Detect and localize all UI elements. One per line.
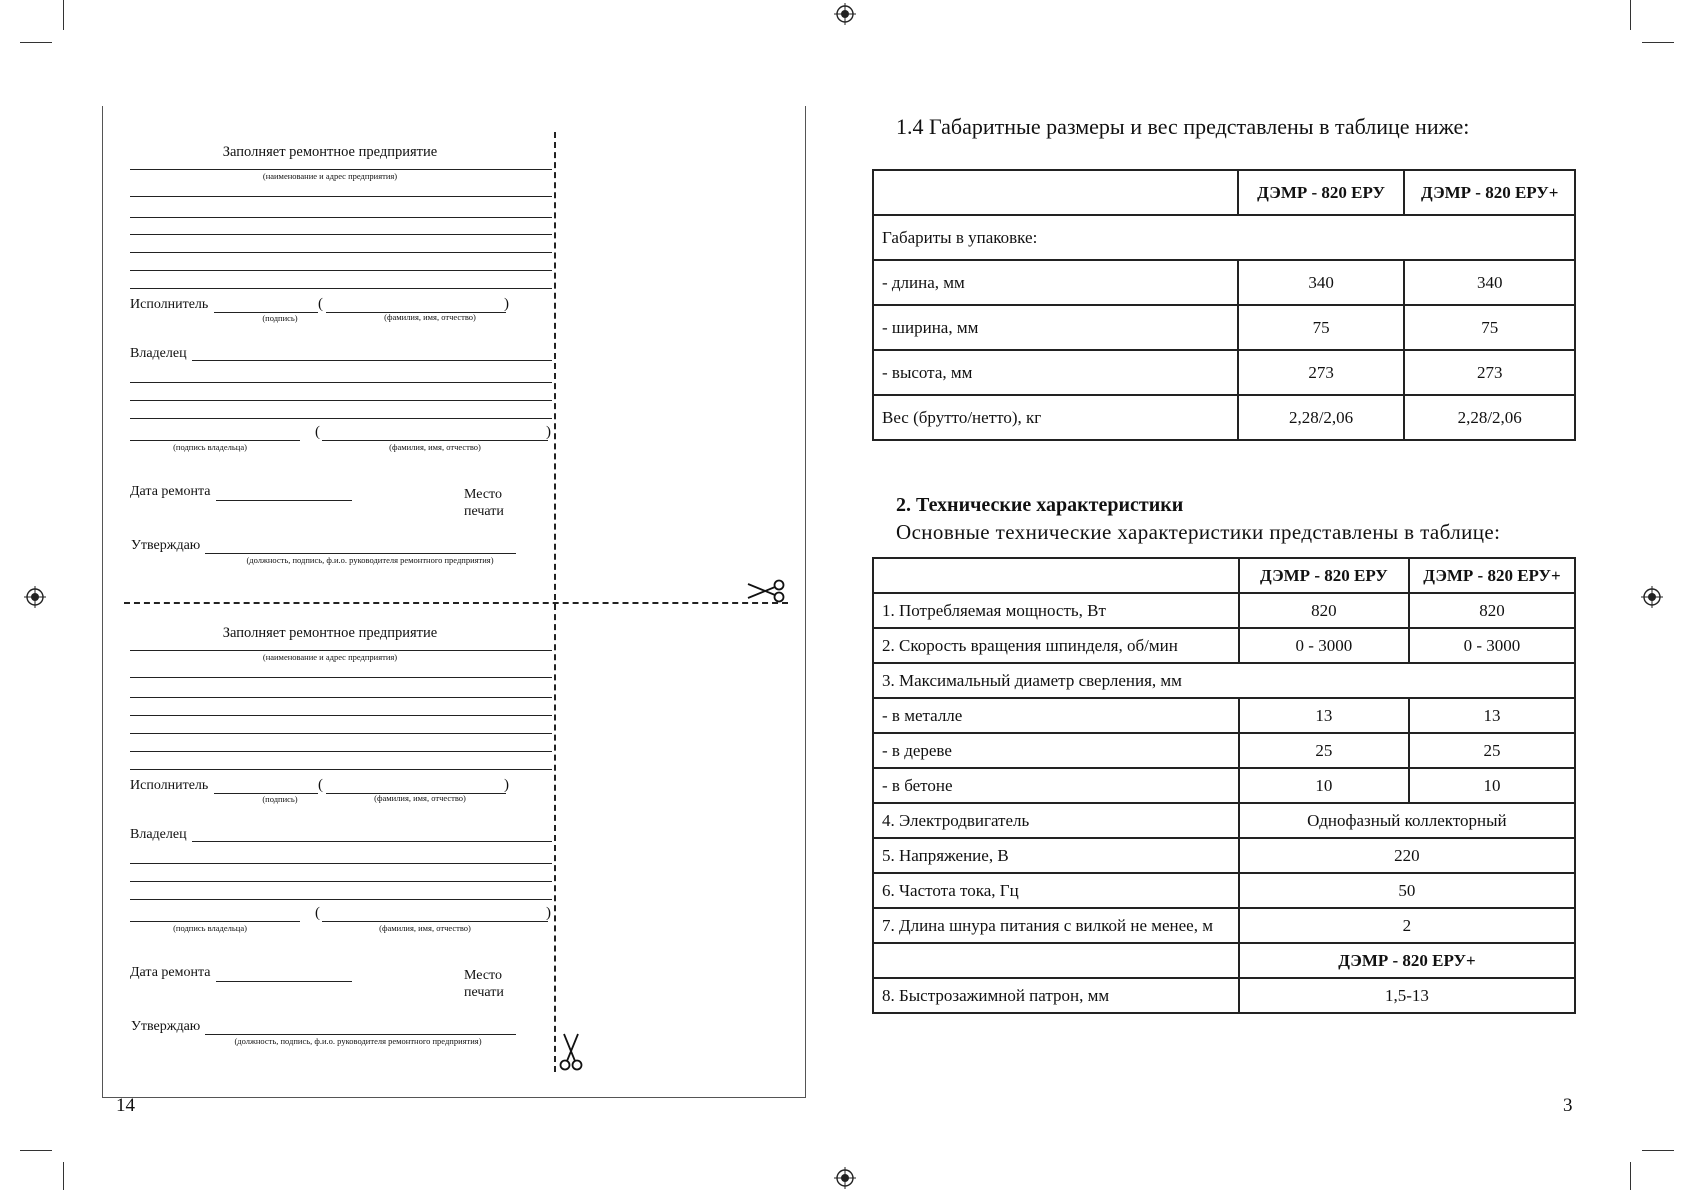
row-label: 2. Скорость вращения шпинделя, об/мин xyxy=(873,628,1239,663)
cell-value: 0 - 3000 xyxy=(1239,628,1409,663)
header-cell-model: ДЭМР - 820 ЕРУ xyxy=(1239,558,1409,593)
cell-value: 0 - 3000 xyxy=(1409,628,1575,663)
approve-caption: (должность, подпись, ф.и.о. руководителя ремонтного предприятия) xyxy=(246,555,494,565)
scissors-icon xyxy=(746,578,786,604)
crop-mark xyxy=(20,1150,52,1151)
owner-line[interactable] xyxy=(130,899,552,900)
org-line[interactable] xyxy=(130,715,552,716)
owner-signature-caption: (подпись владельца) xyxy=(173,923,247,933)
cell-value: 50 xyxy=(1239,873,1575,908)
org-caption: (наименование и адрес предприятия) xyxy=(262,652,398,662)
owner-line[interactable] xyxy=(192,841,552,842)
owner-line[interactable] xyxy=(130,382,552,383)
approve-caption: (должность, подпись, ф.и.о. руководителя ремонтного предприятия) xyxy=(234,1036,482,1046)
page-number-left: 14 xyxy=(116,1095,135,1116)
table-row xyxy=(873,698,1575,733)
page-border xyxy=(805,106,806,1098)
repair-date-line[interactable] xyxy=(216,981,352,982)
row-label: - в бетоне xyxy=(873,768,1239,803)
row-label: - длина, мм xyxy=(873,260,1238,305)
table-header-row xyxy=(873,558,1575,593)
org-line[interactable] xyxy=(130,677,552,678)
approve-label: Утверждаю xyxy=(131,1019,201,1034)
cell-value: 340 xyxy=(1404,260,1575,305)
close-paren: ) xyxy=(546,905,551,921)
table-row xyxy=(873,305,1575,350)
tech-subtitle: Основные технические характеристики представлены в таблице: xyxy=(896,520,1501,544)
approve-line[interactable] xyxy=(205,1034,516,1035)
close-paren: ) xyxy=(504,296,509,312)
owner-name-line[interactable] xyxy=(322,440,548,441)
crop-mark xyxy=(1642,1150,1674,1151)
owner-line[interactable] xyxy=(130,881,552,882)
row-label-empty xyxy=(873,943,1239,978)
table-row xyxy=(873,663,1575,698)
stamp-place-label: Место xyxy=(464,487,502,502)
org-line[interactable] xyxy=(130,769,552,770)
crop-mark xyxy=(1642,42,1674,43)
owner-line[interactable] xyxy=(130,863,552,864)
row-label: 3. Максимальный диаметр сверления, мм xyxy=(873,663,1575,698)
stamp-place-label: печати xyxy=(464,504,504,519)
stamp-place-label: печати xyxy=(464,985,504,1000)
owner-label: Владелец xyxy=(130,827,187,842)
form-header: Заполняет ремонтное предприятие xyxy=(222,625,438,641)
cell-value: 10 xyxy=(1409,768,1575,803)
header-cell-empty xyxy=(873,558,1239,593)
cell-value: 340 xyxy=(1238,260,1405,305)
cell-value: 820 xyxy=(1239,593,1409,628)
cell-value: 75 xyxy=(1238,305,1405,350)
registration-mark-icon xyxy=(1641,586,1663,608)
dimensions-table xyxy=(872,169,1576,441)
repair-date-line[interactable] xyxy=(216,500,352,501)
table-row xyxy=(873,803,1575,838)
open-paren: ( xyxy=(318,777,323,793)
page-border xyxy=(102,106,103,1098)
section-label: Габариты в упаковке: xyxy=(873,215,1575,260)
org-line[interactable] xyxy=(130,169,552,170)
org-line[interactable] xyxy=(130,733,552,734)
row-label: - высота, мм xyxy=(873,350,1238,395)
tech-heading: 2. Технические характеристики xyxy=(896,494,1184,516)
org-line[interactable] xyxy=(130,196,552,197)
owner-line[interactable] xyxy=(130,418,552,419)
owner-line[interactable] xyxy=(192,360,552,361)
table-row xyxy=(873,873,1575,908)
org-line[interactable] xyxy=(130,288,552,289)
org-line[interactable] xyxy=(130,751,552,752)
owner-signature-caption: (подпись владельца) xyxy=(173,442,247,452)
table-row xyxy=(873,260,1575,305)
row-label: 4. Электродвигатель xyxy=(873,803,1239,838)
org-line[interactable] xyxy=(130,697,552,698)
open-paren: ( xyxy=(318,296,323,312)
close-paren: ) xyxy=(504,777,509,793)
cell-value: 75 xyxy=(1404,305,1575,350)
plus-model-header: ДЭМР - 820 ЕРУ+ xyxy=(1239,943,1575,978)
row-label: Вес (брутто/нетто), кг xyxy=(873,395,1238,440)
org-line[interactable] xyxy=(130,252,552,253)
org-line[interactable] xyxy=(130,650,552,651)
repair-date-label: Дата ремонта xyxy=(130,484,211,499)
close-paren: ) xyxy=(546,424,551,440)
stamp-place-label: Место xyxy=(464,968,502,983)
table-row xyxy=(873,350,1575,395)
crop-mark xyxy=(20,42,52,43)
cell-value: 10 xyxy=(1239,768,1409,803)
owner-name-caption: (фамилия, имя, отчество) xyxy=(389,442,481,452)
scissors-icon xyxy=(558,1032,584,1072)
cell-value: 13 xyxy=(1409,698,1575,733)
crop-mark xyxy=(1630,1162,1631,1190)
signature-caption: (подпись) xyxy=(262,794,298,804)
table-row xyxy=(873,768,1575,803)
org-line[interactable] xyxy=(130,270,552,271)
page-number-right: 3 xyxy=(1563,1095,1573,1116)
name-caption: (фамилия, имя, отчество) xyxy=(374,793,466,803)
owner-signature-line[interactable] xyxy=(130,921,300,922)
crop-mark xyxy=(63,0,64,30)
owner-name-caption: (фамилия, имя, отчество) xyxy=(379,923,471,933)
header-cell-model: ДЭМР - 820 ЕРУ xyxy=(1238,170,1405,215)
row-label: - в дереве xyxy=(873,733,1239,768)
header-cell-empty xyxy=(873,170,1238,215)
cell-value: Однофазный коллекторный xyxy=(1239,803,1575,838)
row-label: 7. Длина шнура питания с вилкой не менее, м xyxy=(873,908,1239,943)
org-line[interactable] xyxy=(130,234,552,235)
owner-name-line[interactable] xyxy=(322,921,548,922)
page-border xyxy=(102,1097,806,1098)
table-row xyxy=(873,215,1575,260)
executor-label: Исполнитель xyxy=(130,778,209,793)
dimensions-title: 1.4 Габаритные размеры и вес представлены в таблице ниже: xyxy=(896,114,1470,139)
owner-label: Владелец xyxy=(130,346,187,361)
owner-line[interactable] xyxy=(130,400,552,401)
approve-label: Утверждаю xyxy=(131,538,201,553)
signature-caption: (подпись) xyxy=(262,313,298,323)
form-header: Заполняет ремонтное предприятие xyxy=(222,144,438,160)
cell-value: 2,28/2,06 xyxy=(1404,395,1575,440)
name-caption: (фамилия, имя, отчество) xyxy=(384,312,476,322)
registration-mark-icon xyxy=(24,586,46,608)
org-caption: (наименование и адрес предприятия) xyxy=(262,171,398,181)
row-label: 8. Быстрозажимной патрон, мм xyxy=(873,978,1239,1013)
header-cell-model-plus: ДЭМР - 820 ЕРУ+ xyxy=(1409,558,1575,593)
row-label: - ширина, мм xyxy=(873,305,1238,350)
cell-value: 2 xyxy=(1239,908,1575,943)
table-row xyxy=(873,593,1575,628)
repair-date-label: Дата ремонта xyxy=(130,965,211,980)
row-label: 1. Потребляемая мощность, Вт xyxy=(873,593,1239,628)
row-label: 5. Напряжение, В xyxy=(873,838,1239,873)
cell-value: 273 xyxy=(1404,350,1575,395)
crop-mark xyxy=(63,1162,64,1190)
registration-mark-icon xyxy=(834,1167,856,1189)
cell-value: 273 xyxy=(1238,350,1405,395)
horizontal-cut-line xyxy=(124,602,788,604)
table-row xyxy=(873,838,1575,873)
approve-line[interactable] xyxy=(205,553,516,554)
table-row xyxy=(873,908,1575,943)
crop-mark xyxy=(1630,0,1631,30)
row-label: 6. Частота тока, Гц xyxy=(873,873,1239,908)
cell-value: 1,5-13 xyxy=(1239,978,1575,1013)
org-line[interactable] xyxy=(130,217,552,218)
table-row xyxy=(873,733,1575,768)
table-row xyxy=(873,978,1575,1013)
table-header-row xyxy=(873,170,1575,215)
table-row xyxy=(873,628,1575,663)
registration-mark-icon xyxy=(834,3,856,25)
open-paren: ( xyxy=(315,424,320,440)
cell-value: 25 xyxy=(1239,733,1409,768)
open-paren: ( xyxy=(315,905,320,921)
executor-label: Исполнитель xyxy=(130,297,209,312)
cell-value: 2,28/2,06 xyxy=(1238,395,1405,440)
cell-value: 820 xyxy=(1409,593,1575,628)
tech-specs-table xyxy=(872,557,1576,1014)
header-cell-model-plus: ДЭМР - 820 ЕРУ+ xyxy=(1404,170,1575,215)
row-label: - в металле xyxy=(873,698,1239,733)
cell-value: 13 xyxy=(1239,698,1409,733)
cell-value: 25 xyxy=(1409,733,1575,768)
cell-value: 220 xyxy=(1239,838,1575,873)
table-row xyxy=(873,395,1575,440)
owner-signature-line[interactable] xyxy=(130,440,300,441)
table-row xyxy=(873,943,1575,978)
